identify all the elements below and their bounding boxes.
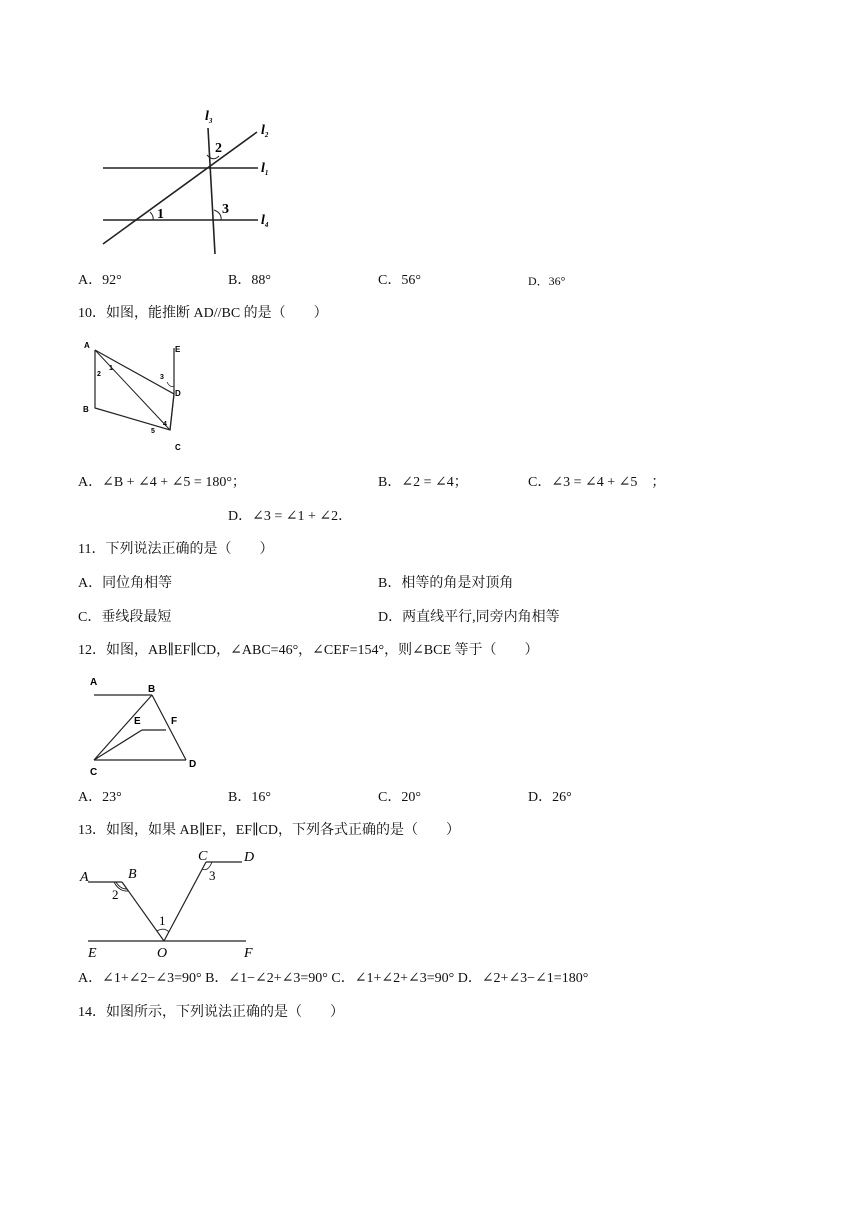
q11-option-c[interactable]: C．垂线段最短 [78,610,172,625]
label-l3: $l_3$ [205,109,213,125]
label-l2: $l_2$ [261,123,269,139]
q9-option-d[interactable]: D．36° [528,274,566,288]
q9-option-c[interactable]: C．56° [378,273,421,288]
q9-figure [95,100,295,260]
segment-oc [164,862,206,941]
segment-bc [94,695,152,760]
label-angle-2: 2 [215,141,222,156]
q12-option-c[interactable]: C．20° [378,790,421,805]
q10-option-d[interactable]: D．∠3 = ∠1 + ∠2． [228,509,353,524]
label-C: C [198,849,208,864]
q10-option-a[interactable]: A．∠B + ∠4 + ∠5 = 180°； [78,475,246,490]
q10-question: 10．如图，能推断 AD//BC 的是（ ） [78,306,328,321]
label-angle-1: 1 [109,365,113,372]
segment-ce [94,730,142,760]
label-l4: $l_4$ [261,213,269,229]
label-E: E [88,946,97,960]
segment-ac [95,350,170,430]
angle-arc-3 [167,382,174,387]
label-angle-3: 3 [222,202,229,217]
label-angle-2: 2 [112,887,119,902]
angle-arc-1 [150,212,153,220]
q10-option-b[interactable]: B．∠2 = ∠4； [378,475,468,490]
label-angle-2: 2 [97,371,101,378]
label-angle-1: 1 [157,207,164,222]
q10-option-c[interactable]: C．∠3 = ∠4 + ∠5 ； [528,475,666,490]
angle-arc-3 [214,210,221,220]
label-B: B [83,405,89,414]
label-C: C [175,443,181,452]
q12-option-a[interactable]: A．23° [78,790,122,805]
label-A: A [84,341,90,350]
label-F: F [244,946,253,960]
q11-option-b[interactable]: B．相等的角是对顶角 [378,576,514,591]
label-D: D [244,850,255,865]
label-A: A [80,870,89,885]
label-angle-3: 3 [209,868,216,883]
q9-option-a[interactable]: A．92° [78,273,122,288]
label-l1: $l_1$ [261,161,269,177]
q11-option-a[interactable]: A．同位角相等 [78,576,173,591]
q12-option-b[interactable]: B．16° [228,790,271,805]
label-B: B [148,684,156,695]
line-l3 [208,128,215,254]
angle-arc-1 [157,929,169,932]
label-angle-4: 4 [163,421,167,428]
q9-option-b[interactable]: B．88° [228,273,271,288]
line-l2 [103,132,257,244]
label-C: C [90,767,98,778]
q12-question: 12．如图，AB∥EF∥CD，∠ABC=46°，∠CEF=154°，则∠BCE 等于（ ） [78,643,539,658]
q12-option-d[interactable]: D．26° [528,790,572,805]
q14-question: 14．如图所示，下列说法正确的是（ ） [78,1005,344,1020]
q10-figure [78,338,198,458]
label-E: E [134,716,141,727]
label-D: D [189,759,197,770]
label-O: O [157,946,168,960]
q13-options[interactable]: A．∠1+∠2−∠3=90° B．∠1−∠2+∠3=90° C．∠1+∠2+∠3=90° D．∠2+∠3−∠1=180° [78,971,589,986]
q11-question: 11．下列说法正确的是（ ） [78,542,274,557]
segment-bd [152,695,186,760]
q12-figure [78,672,218,782]
label-A: A [90,677,98,688]
label-D: D [175,389,181,398]
label-angle-5: 5 [151,428,155,435]
segment-cd-ext [170,394,174,430]
q13-figure [78,845,278,960]
label-angle-3: 3 [160,374,164,381]
label-B: B [128,867,137,882]
label-F: F [171,716,178,727]
label-angle-1: 1 [159,913,166,928]
q13-question: 13．如图，如果 AB∥EF，EF∥CD，下列各式正确的是（ ） [78,823,461,838]
label-E: E [175,345,181,354]
q11-option-d[interactable]: D．两直线平行,同旁内角相等 [378,610,560,625]
